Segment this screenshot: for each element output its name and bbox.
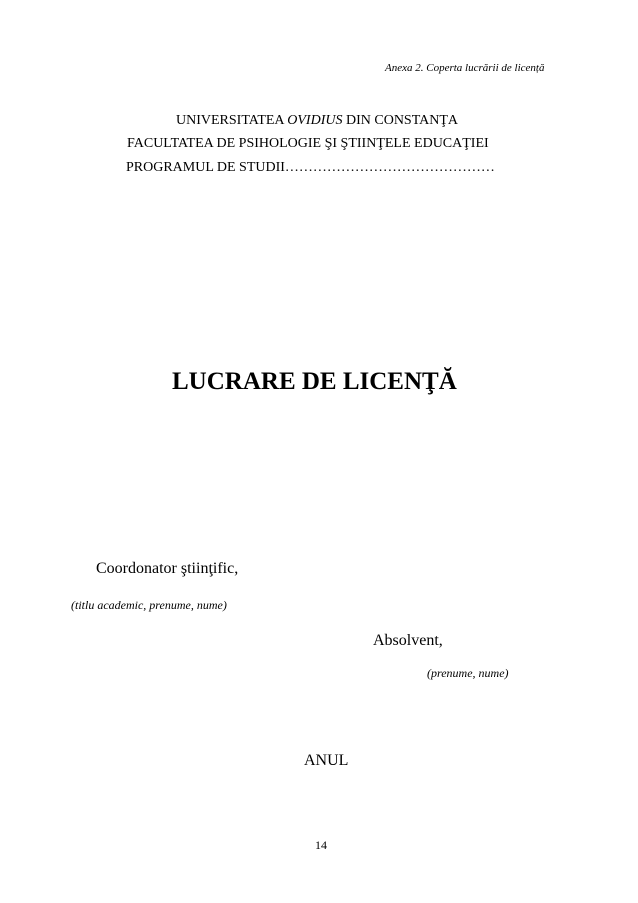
program-line: PROGRAMUL DE STUDII……………………………………… [126, 160, 495, 175]
annex-note: Anexa 2. Coperta lucrării de licență [385, 62, 545, 74]
page-number: 14 [315, 838, 327, 852]
university-line [176, 113, 458, 129]
coordinator-hint: (titlu academic, prenume, nume) [71, 598, 227, 612]
thesis-title: LUCRARE DE LICENŢĂ [172, 368, 457, 395]
graduate-hint: (prenume, nume) [427, 666, 509, 680]
year-label: ANUL [304, 752, 349, 769]
faculty-line: FACULTATEA DE PSIHOLOGIE ŞI ŞTIINŢELE EDUCAŢIEI [127, 136, 489, 151]
graduate-label: Absolvent, [373, 632, 443, 649]
university-suffix: DIN CONSTANŢA [342, 113, 459, 128]
university-name: OVIDIUS [287, 113, 343, 128]
coordinator-label: Coordonator ştiinţific, [96, 560, 239, 577]
university-prefix: UNIVERSITATEA [176, 113, 288, 128]
